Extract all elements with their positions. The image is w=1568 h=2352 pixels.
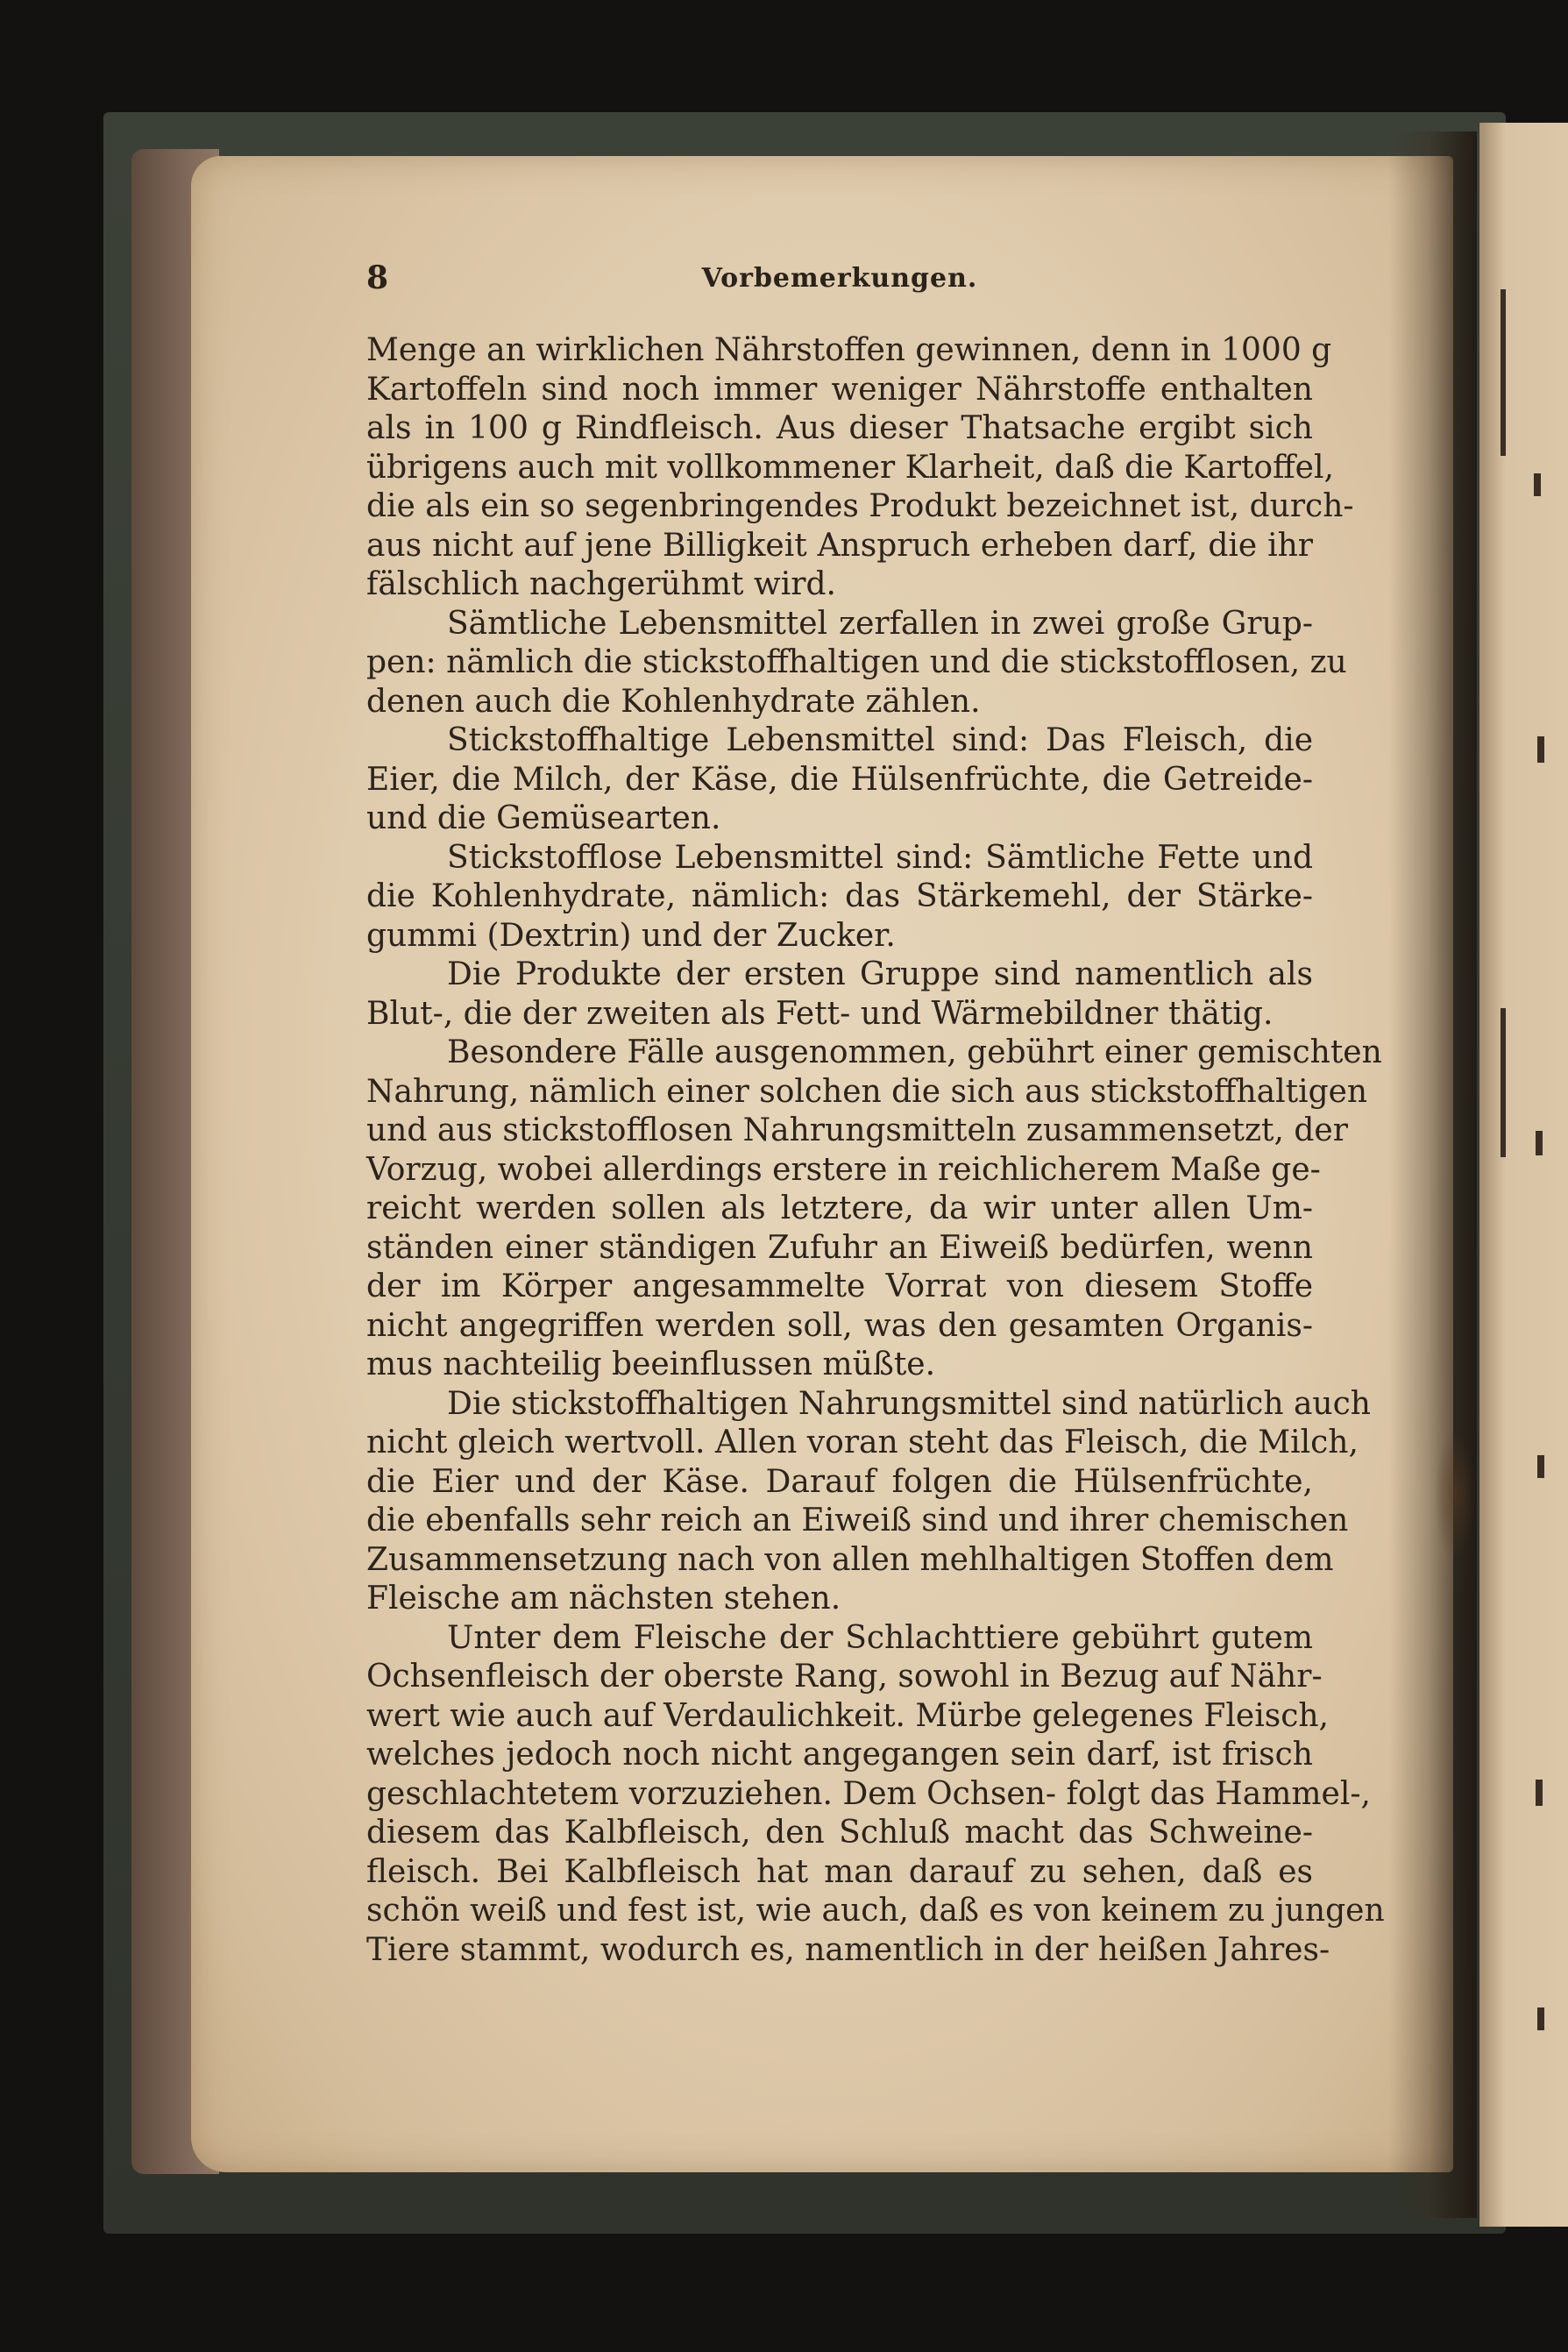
text-line: wert wie auch auf Verdaulichkeit. Mürbe gelegenes Fleisch, bbox=[366, 1697, 1329, 1734]
text-line: nicht angegriffen werden soll, was den gesamten Organis- bbox=[366, 1307, 1313, 1344]
text-line: fälschlich nachgerühmt wird. bbox=[366, 566, 836, 602]
text-line: reicht werden sollen als letztere, da wir unter allen Um- bbox=[366, 1190, 1313, 1226]
text-line: die Kohlenhydrate, nämlich: das Stärkemehl, der Stärke- bbox=[366, 878, 1313, 914]
paragraph bbox=[366, 839, 1313, 956]
text-line: die als ein so segenbringendes Produkt bezeichnet ist, durch- bbox=[366, 488, 1354, 524]
paragraph bbox=[366, 1619, 1385, 1971]
text-line: Die Produkte der ersten Gruppe sind namentlich als bbox=[447, 956, 1313, 992]
text-line: übrigens auch mit vollkommener Klarheit, daß die Kartoffel, bbox=[366, 449, 1334, 486]
paragraph bbox=[366, 1034, 1382, 1385]
next-page-edge bbox=[1479, 123, 1568, 2227]
text-line: und aus stickstofflosen Nahrungsmitteln zusammensetzt, der bbox=[366, 1112, 1348, 1148]
text-line: fleisch. Bei Kalbfleisch hat man darauf zu sehen, daß es bbox=[366, 1853, 1313, 1890]
text-line: Unter dem Fleische der Schlachttiere gebührt gutem bbox=[447, 1619, 1313, 1656]
text-line: und die Gemüsearten. bbox=[366, 800, 721, 836]
page-stain bbox=[1434, 1429, 1476, 1560]
text-line: schön weiß und fest ist, wie auch, daß es von keinem zu jungen bbox=[366, 1893, 1385, 1929]
text-line: Blut-, die der zweiten als Fett- und Wärmebildner thätig. bbox=[366, 995, 1274, 1032]
text-line: gummi (Dextrin) und der Zucker. bbox=[366, 917, 896, 954]
text-line: mus nachteilig beeinflussen müßte. bbox=[366, 1347, 936, 1382]
running-title: Vorbemerkungen. bbox=[701, 263, 978, 294]
text-line: die ebenfalls sehr reich an Eiweiß sind und ihrer chemischen bbox=[366, 1503, 1349, 1538]
text-line: Stickstoffhaltige Lebensmittel sind: Das Fleisch, die bbox=[447, 722, 1313, 758]
page-number: 8 bbox=[366, 259, 389, 296]
text-line: denen auch die Kohlenhydrate zählen. bbox=[366, 683, 981, 720]
text-line: als in 100 g Rindfleisch. Aus dieser Thatsache ergibt sich bbox=[366, 410, 1313, 446]
text-line: Die stickstoffhaltigen Nahrungsmittel sind natürlich auch bbox=[447, 1385, 1371, 1422]
text-line: Fleische am nächsten stehen. bbox=[366, 1581, 841, 1617]
body-text bbox=[366, 331, 1385, 1970]
paragraph bbox=[366, 1385, 1371, 1619]
text-line: pen: nämlich die stickstoffhaltigen und die stickstofflosen, zu bbox=[366, 644, 1347, 680]
text-line: der im Körper angesammelte Vorrat von diesem Stoffe bbox=[366, 1268, 1313, 1304]
paragraph bbox=[366, 721, 1313, 839]
text-line: Vorzug, wobei allerdings erstere in reichlicherem Maße ge- bbox=[366, 1151, 1321, 1188]
text-line: Zusammensetzung nach von allen mehlhaltigen Stoffen dem bbox=[366, 1541, 1334, 1578]
text-line: Tiere stammt, wodurch es, namentlich in der heißen Jahres- bbox=[366, 1931, 1330, 1968]
spine-gutter-shadow bbox=[1389, 131, 1477, 2218]
text-line: Besondere Fälle ausgenommen, gebührt einer gemischten bbox=[447, 1034, 1382, 1070]
text-line: Ochsenfleisch der oberste Rang, sowohl in Bezug auf Nähr- bbox=[366, 1659, 1323, 1695]
text-line: diesem das Kalbfleisch, den Schluß macht das Schweine- bbox=[366, 1815, 1313, 1851]
text-line: Kartoffeln sind noch immer weniger Nährstoffe enthalten bbox=[366, 371, 1313, 408]
text-line: ständen einer ständigen Zufuhr an Eiweiß bedürfen, wenn bbox=[366, 1229, 1313, 1266]
text-line: geschlachtetem vorzuziehen. Dem Ochsen- folgt das Hammel-, bbox=[366, 1775, 1371, 1812]
paragraph bbox=[366, 956, 1313, 1034]
text-line: Nahrung, nämlich einer solchen die sich aus stickstoffhaltigen bbox=[366, 1073, 1368, 1110]
text-line: Stickstofflose Lebensmittel sind: Sämtliche Fette und bbox=[447, 839, 1313, 876]
page-header bbox=[366, 259, 1313, 298]
text-line: welches jedoch noch nicht angegangen sein darf, ist frisch bbox=[366, 1737, 1313, 1773]
text-line: Menge an wirklichen Nährstoffen gewinnen, denn in 1000 g bbox=[366, 332, 1332, 368]
paragraph bbox=[366, 331, 1354, 605]
text-line: Sämtliche Lebensmittel zerfallen in zwei große Grup- bbox=[447, 605, 1313, 642]
text-line: die Eier und der Käse. Darauf folgen die Hülsenfrüchte, bbox=[366, 1463, 1313, 1500]
paragraph bbox=[366, 605, 1347, 722]
text-line: aus nicht auf jene Billigkeit Anspruch erheben darf, die ihr bbox=[366, 527, 1313, 564]
text-line: Eier, die Milch, der Käse, die Hülsenfrüchte, die Getreide- bbox=[366, 761, 1313, 798]
text-line: nicht gleich wertvoll. Allen voran steht das Fleisch, die Milch, bbox=[366, 1425, 1359, 1460]
